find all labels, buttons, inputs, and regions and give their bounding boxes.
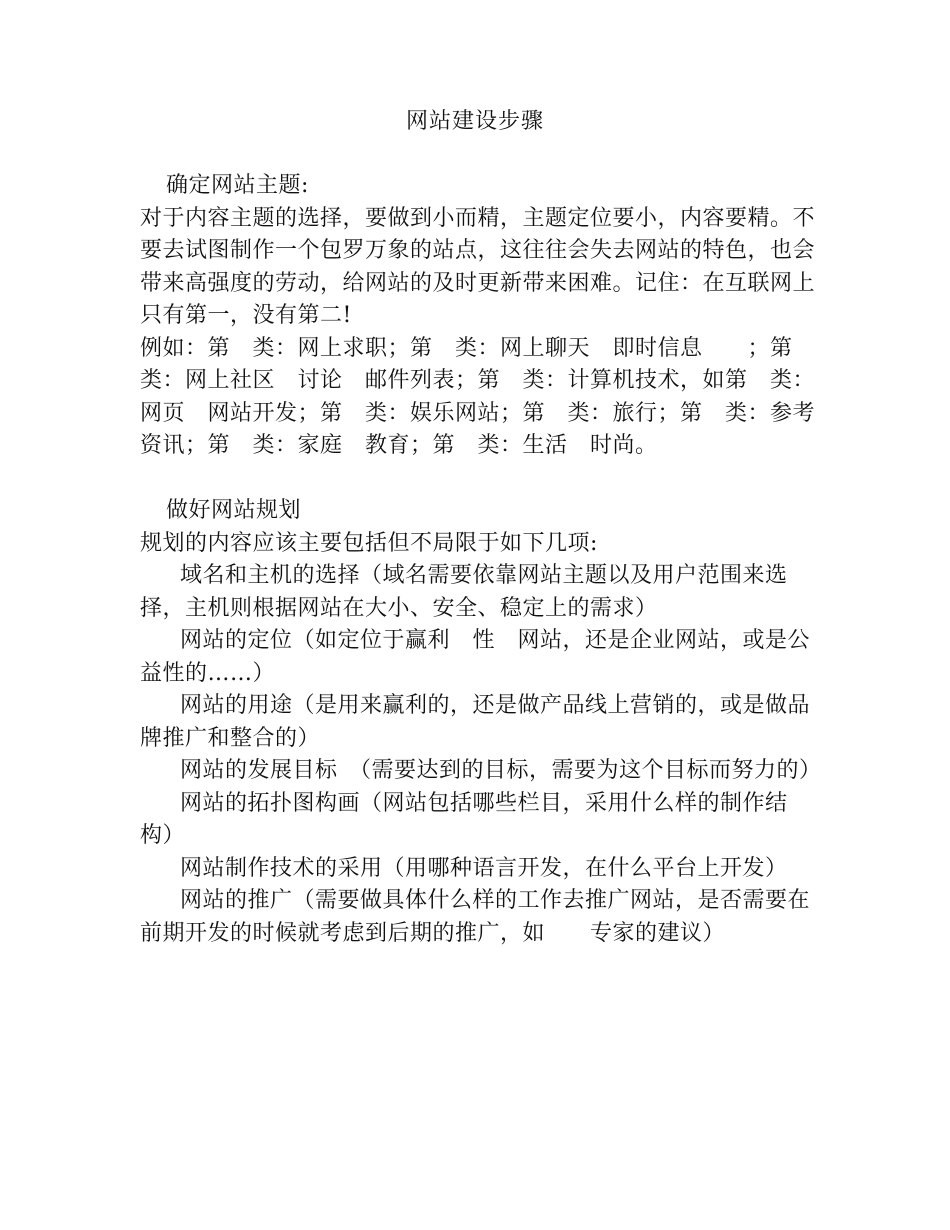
list-item: 网站制作技术的采用（用哪种语言开发，在什么平台上开发） xyxy=(180,855,788,881)
paragraph-topic-examples: 例如：第 类：网上求职；第 类：网上聊天 即时信息 ；第 类：网上社区 讨论 邮件列表；第 类：计算机技术，如第 类：网页 网站开发；第 类：娱乐网站；第 类：旅行；第 类：参考 资讯；第 类：家庭 教育；第 类：生活 时尚。 xyxy=(140,335,838,458)
paragraph-spacer xyxy=(140,463,816,496)
section-heading-topic: 确定网站主题: xyxy=(166,173,309,198)
section-heading-planning: 做好网站规划 xyxy=(166,498,302,523)
list-item: 网站的用途（是用来赢利的，还是做产品线上营销的，或是做品牌推广和整合的） xyxy=(140,693,811,751)
list-item: 网站的拓扑图构画（网站包括哪些栏目，采用什么样的制作结构） xyxy=(140,790,788,848)
list-item: 网站的推广（需要做具体什么样的工作去推广网站，是否需要在前期开发的时候就考虑到后期的推广，如 专家的建议） xyxy=(140,888,811,946)
document-body xyxy=(140,170,838,950)
paragraph-topic-body: 对于内容主题的选择，要做到小而精，主题定位要小，内容要精。不要去试图制作一个包罗万象的站点，这往往会失去网站的特色，也会带来高强度的劳动，给网站的及时更新带来困难。记住：在互联网上只有第一，没有第二! xyxy=(140,205,816,328)
list-item: 域名和主机的选择（域名需要依靠网站主题以及用户范围来选择，主机则根据网站在大小、安全、稳定上的需求） xyxy=(140,563,788,621)
paragraph-planning-intro: 规划的内容应该主要包括但不局限于如下几项: xyxy=(140,530,598,556)
list-item: 网站的发展目标 （需要达到的目标，需要为这个目标而努力的） xyxy=(180,758,822,783)
list-item: 网站的定位（如定位于赢利 性 网站，还是企业网站，或是公益性的……） xyxy=(140,628,811,686)
document-title: 网站建设步骤 xyxy=(405,109,544,134)
